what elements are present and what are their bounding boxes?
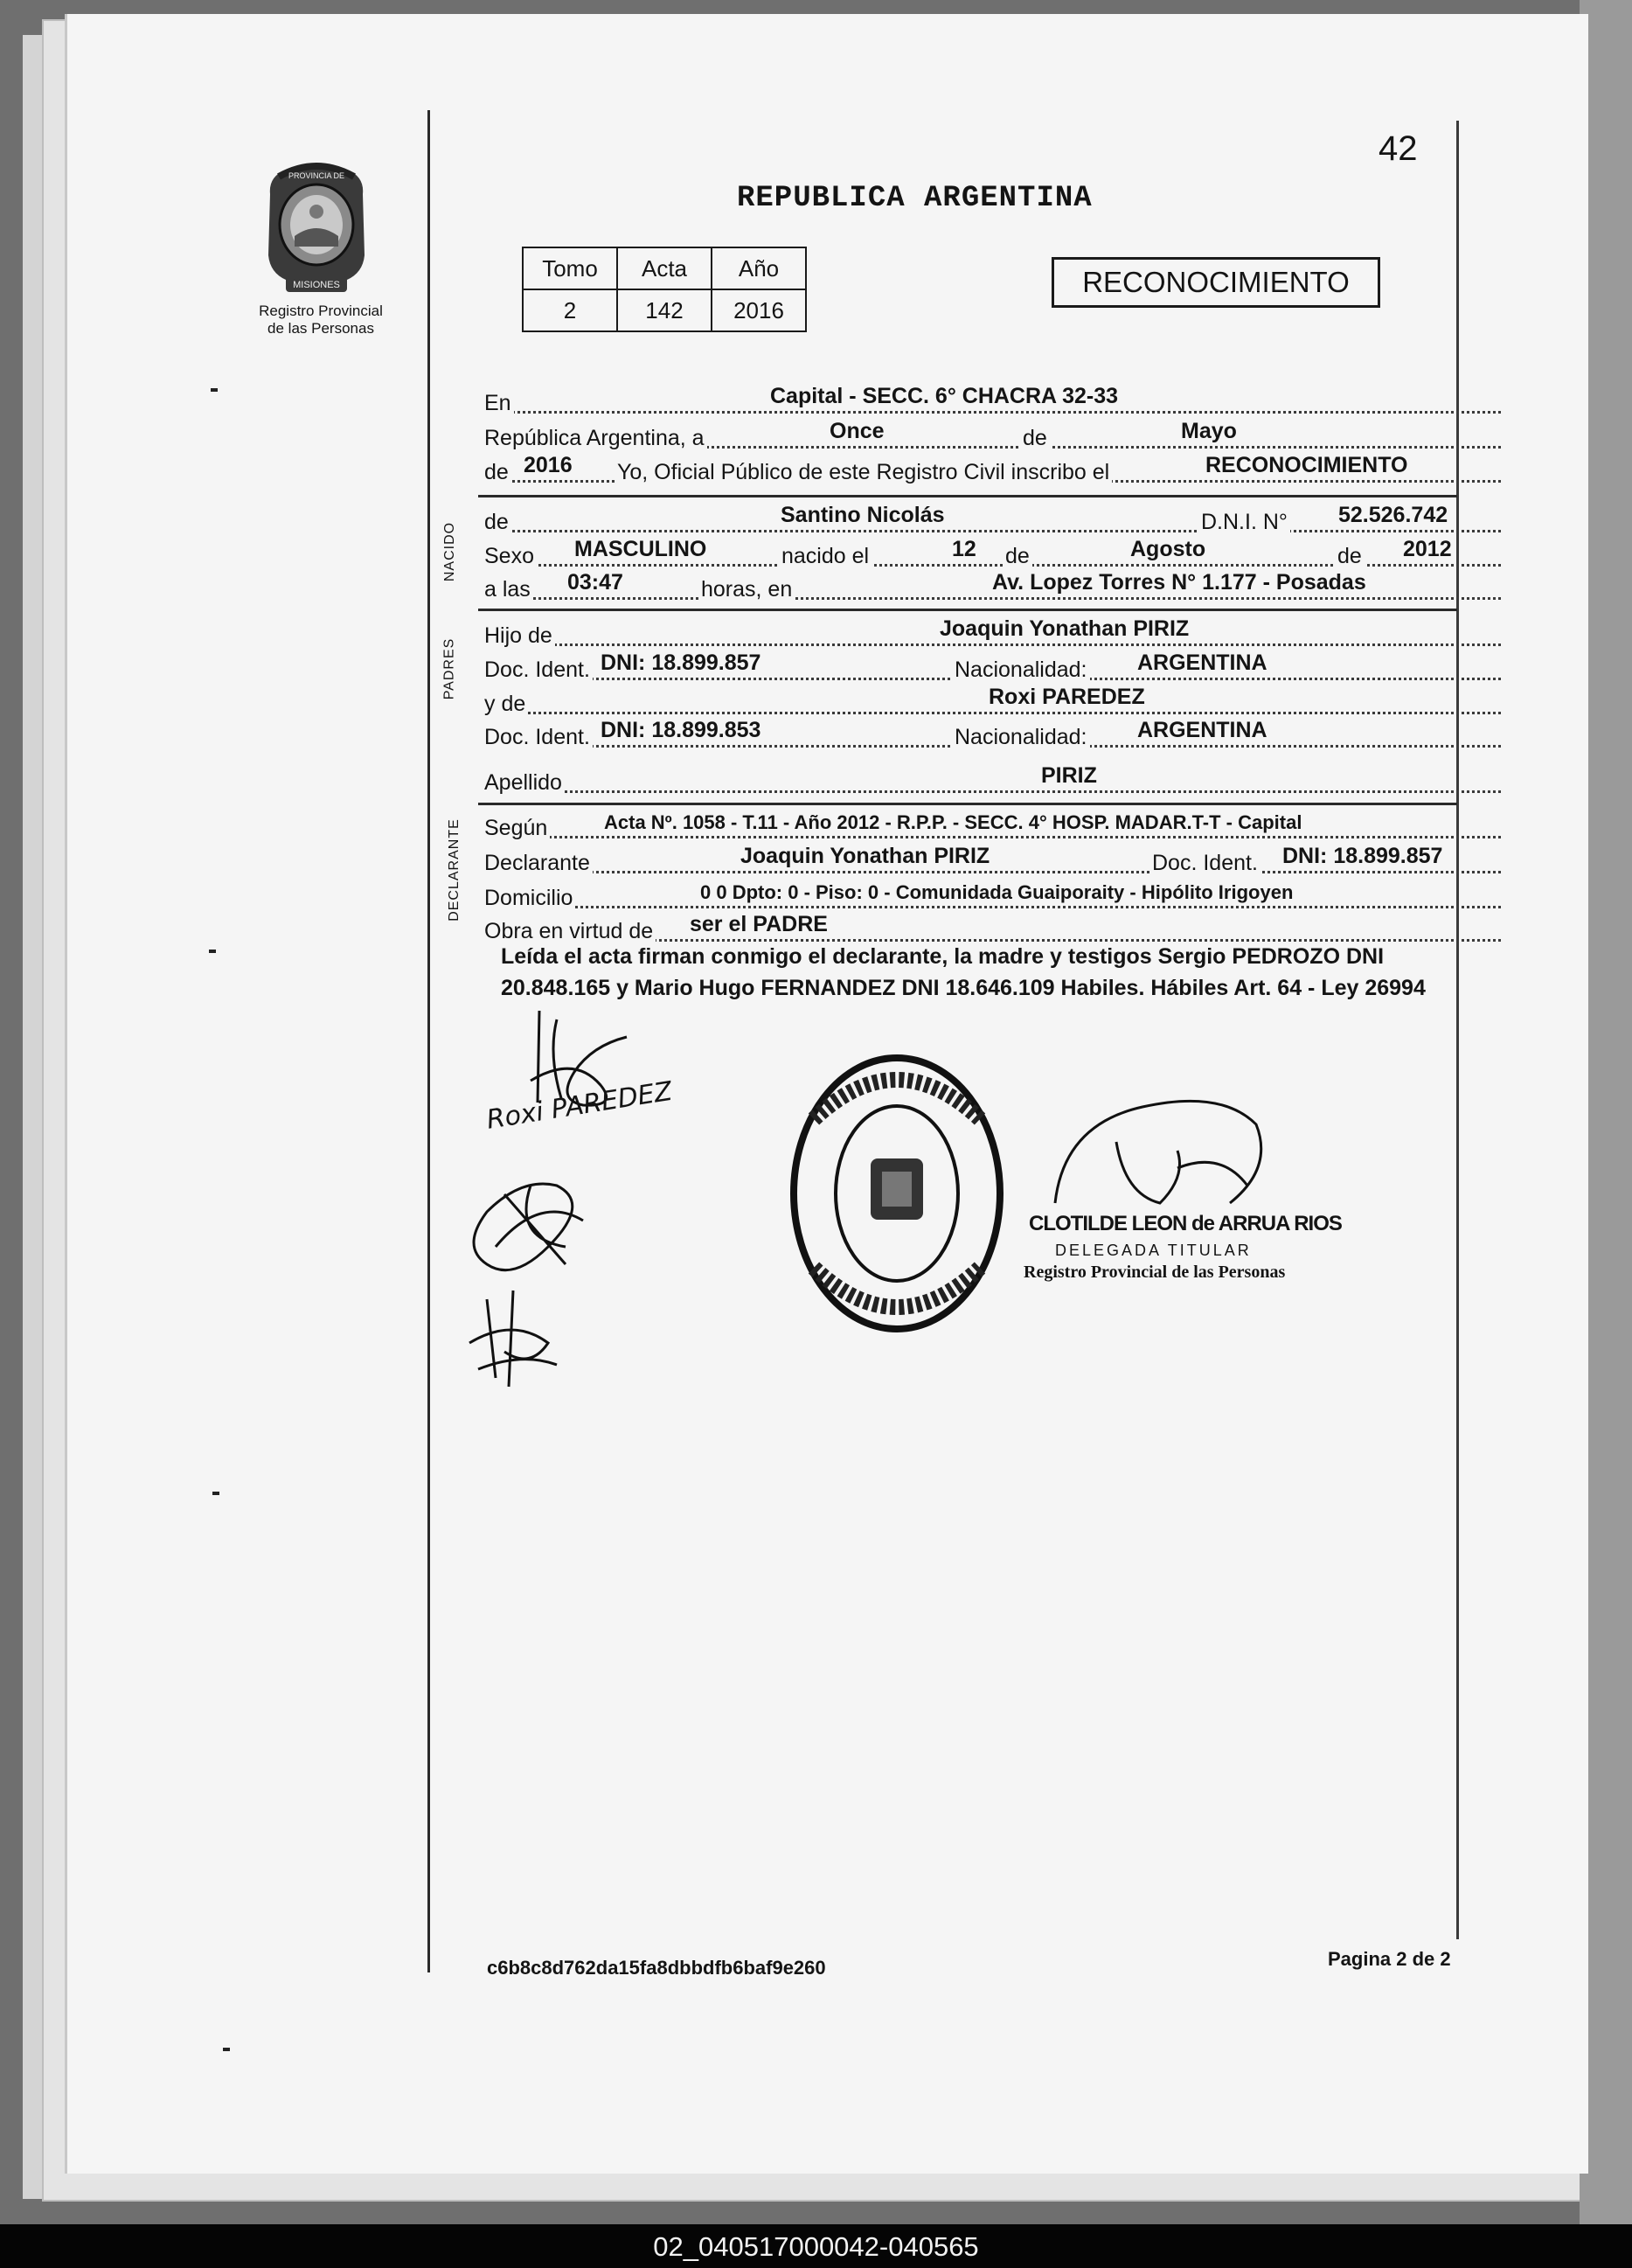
label-de-name: de bbox=[482, 510, 511, 535]
label-republica: República Argentina, a bbox=[482, 426, 707, 451]
reference-header-anio: Año bbox=[712, 247, 806, 289]
value-mother-doc: DNI: 18.899.853 bbox=[601, 718, 761, 742]
line-sexo bbox=[482, 538, 1501, 571]
label-doc-ident-father: Doc. Ident. bbox=[482, 657, 593, 683]
page-indicator: Pagina 2 de 2 bbox=[1328, 1948, 1451, 1970]
label-obra: Obra en virtud de bbox=[482, 919, 656, 944]
reference-table bbox=[522, 247, 807, 332]
page-number: 42 bbox=[1379, 129, 1418, 168]
line-padre-doc bbox=[482, 651, 1501, 685]
binder-mark bbox=[209, 950, 216, 953]
value-father-name: Joaquin Yonathan PIRIZ bbox=[940, 616, 1190, 641]
line-segun bbox=[482, 810, 1501, 843]
label-doc-ident-mother: Doc. Ident. bbox=[482, 725, 593, 750]
value-mother-nationality: ARGENTINA bbox=[1137, 718, 1267, 742]
value-sex: MASCULINO bbox=[574, 537, 707, 561]
line-madre bbox=[482, 685, 1501, 719]
line-hora bbox=[482, 571, 1501, 604]
delegate-organization: Registro Provincial de las Personas bbox=[1024, 1263, 1286, 1282]
delegate-role: DELEGADA TITULAR bbox=[1055, 1242, 1252, 1259]
reference-header-tomo: Tomo bbox=[523, 247, 617, 289]
reference-table-value-row bbox=[523, 289, 806, 331]
side-label-declarante: DECLARANTE bbox=[446, 818, 462, 922]
label-en: En bbox=[482, 391, 514, 416]
value-address: 0 0 Dpto: 0 - Piso: 0 - Comunidada Guaiporaity - Hipólito Irigoyen bbox=[700, 881, 1294, 903]
value-source-act: Acta Nº. 1058 - T.11 - Año 2012 - R.P.P. - SECC. 4° HOSP. MADAR.T-T - Capital bbox=[604, 811, 1302, 833]
side-label-padres: PADRES bbox=[441, 637, 457, 700]
value-father-doc: DNI: 18.899.857 bbox=[601, 650, 761, 675]
reference-header-acta: Acta bbox=[617, 247, 712, 289]
value-father-nationality: ARGENTINA bbox=[1137, 650, 1267, 675]
line-en bbox=[482, 385, 1501, 418]
document-hash: c6b8c8d762da15fa8dbbdfb6baf9e260 bbox=[487, 1957, 826, 1979]
section-divider-padres bbox=[478, 803, 1457, 805]
value-year-written: 2016 bbox=[524, 453, 573, 477]
line-madre-doc bbox=[482, 719, 1501, 752]
label-hijo-de: Hijo de bbox=[482, 623, 555, 649]
line-domicilio bbox=[482, 880, 1501, 913]
document-page bbox=[65, 14, 1588, 2174]
line-apellido bbox=[482, 764, 1501, 797]
value-birth-month: Agosto bbox=[1130, 537, 1206, 561]
org-name-line1: Registro Provincial bbox=[259, 303, 383, 319]
mother-handwritten-name: Roxi PAREDEZ bbox=[484, 1075, 675, 1136]
label-de-month: de bbox=[1003, 544, 1032, 569]
label-segun: Según bbox=[482, 816, 550, 841]
label-de: de bbox=[1020, 426, 1050, 451]
side-label-nacido: NACIDO bbox=[442, 521, 458, 582]
label-y-de: y de bbox=[482, 692, 528, 717]
label-declarante: Declarante bbox=[482, 851, 593, 876]
label-nacionalidad-father: Nacionalidad: bbox=[952, 657, 1090, 683]
section-divider-nacido bbox=[478, 609, 1457, 611]
section-divider-top bbox=[478, 495, 1457, 497]
label-de-birth-year: de bbox=[1335, 544, 1365, 569]
reference-value-anio: 2016 bbox=[712, 289, 806, 331]
line-declarante bbox=[482, 845, 1501, 878]
reference-value-tomo: 2 bbox=[523, 289, 617, 331]
label-de-year: de bbox=[482, 460, 511, 485]
label-doc-ident-declarant: Doc. Ident. bbox=[1149, 851, 1260, 876]
label-horas-en: horas, en bbox=[698, 577, 795, 602]
label-nacionalidad-mother: Nacionalidad: bbox=[952, 725, 1090, 750]
file-caption: 02_040517000042-040565 bbox=[653, 2231, 979, 2262]
label-a-las: a las bbox=[482, 577, 533, 602]
value-place: Capital - SECC. 6° CHACRA 32-33 bbox=[770, 384, 1119, 408]
label-dni: D.N.I. N° bbox=[1198, 510, 1290, 535]
line-nombre bbox=[482, 504, 1501, 537]
province-coat-of-arms-icon bbox=[260, 159, 373, 308]
svg-text:PROVINCIA DE: PROVINCIA DE bbox=[288, 171, 345, 180]
line-fecha bbox=[482, 420, 1501, 453]
value-day-written: Once bbox=[830, 419, 885, 443]
label-officer-statement: Yo, Oficial Público de este Registro Civil inscribo el bbox=[615, 460, 1112, 485]
value-declarant-name: Joaquin Yonathan PIRIZ bbox=[740, 844, 990, 868]
file-caption-bar bbox=[0, 2224, 1632, 2268]
value-surname: PIRIZ bbox=[1041, 763, 1097, 788]
second-witness-signature bbox=[461, 1282, 566, 1395]
registry-official-stamp bbox=[788, 1049, 1006, 1338]
value-birth-year: 2012 bbox=[1403, 537, 1452, 561]
document-type-box: RECONOCIMIENTO bbox=[1052, 257, 1380, 308]
delegate-name: CLOTILDE LEON de ARRUA RIOS bbox=[1029, 1212, 1342, 1235]
value-act-type: RECONOCIMIENTO bbox=[1205, 453, 1408, 477]
value-child-name: Santino Nicolás bbox=[781, 503, 945, 527]
binder-mark bbox=[212, 1492, 219, 1495]
reference-value-acta: 142 bbox=[617, 289, 712, 331]
left-margin-rule bbox=[427, 110, 430, 1972]
label-nacido: nacido el bbox=[779, 544, 872, 569]
value-child-dni: 52.526.742 bbox=[1338, 503, 1448, 527]
label-sexo: Sexo bbox=[482, 544, 537, 569]
binder-mark bbox=[211, 388, 218, 392]
value-birth-day: 12 bbox=[952, 537, 976, 561]
value-month-written: Mayo bbox=[1181, 419, 1237, 443]
org-name-line2: de las Personas bbox=[267, 320, 374, 337]
value-birth-place: Av. Lopez Torres N° 1.177 - Posadas bbox=[992, 570, 1366, 595]
closing-statement: Leída el acta firman conmigo el declarante, la madre y testigos Sergio PEDROZO DNI 20.848.165 y Mario Hugo FERNANDEZ DNI 18.646.109 Habiles. Hábiles Art. 64 - Ley 26994 bbox=[501, 944, 1426, 1000]
line-anio bbox=[482, 454, 1501, 487]
binder-mark bbox=[223, 2048, 230, 2051]
value-declarant-doc: DNI: 18.899.857 bbox=[1282, 844, 1443, 868]
line-padre bbox=[482, 617, 1501, 650]
value-birth-time: 03:47 bbox=[567, 570, 623, 595]
value-mother-name: Roxi PAREDEZ bbox=[989, 685, 1145, 709]
issuing-organization bbox=[233, 303, 408, 337]
label-domicilio: Domicilio bbox=[482, 886, 575, 911]
logo-lettering: MISIONES bbox=[293, 280, 340, 290]
reference-table-header-row bbox=[523, 247, 806, 289]
document-title: REPUBLICA ARGENTINA bbox=[737, 182, 1093, 215]
label-apellido: Apellido bbox=[482, 770, 565, 796]
value-acting-as: ser el PADRE bbox=[690, 912, 828, 936]
